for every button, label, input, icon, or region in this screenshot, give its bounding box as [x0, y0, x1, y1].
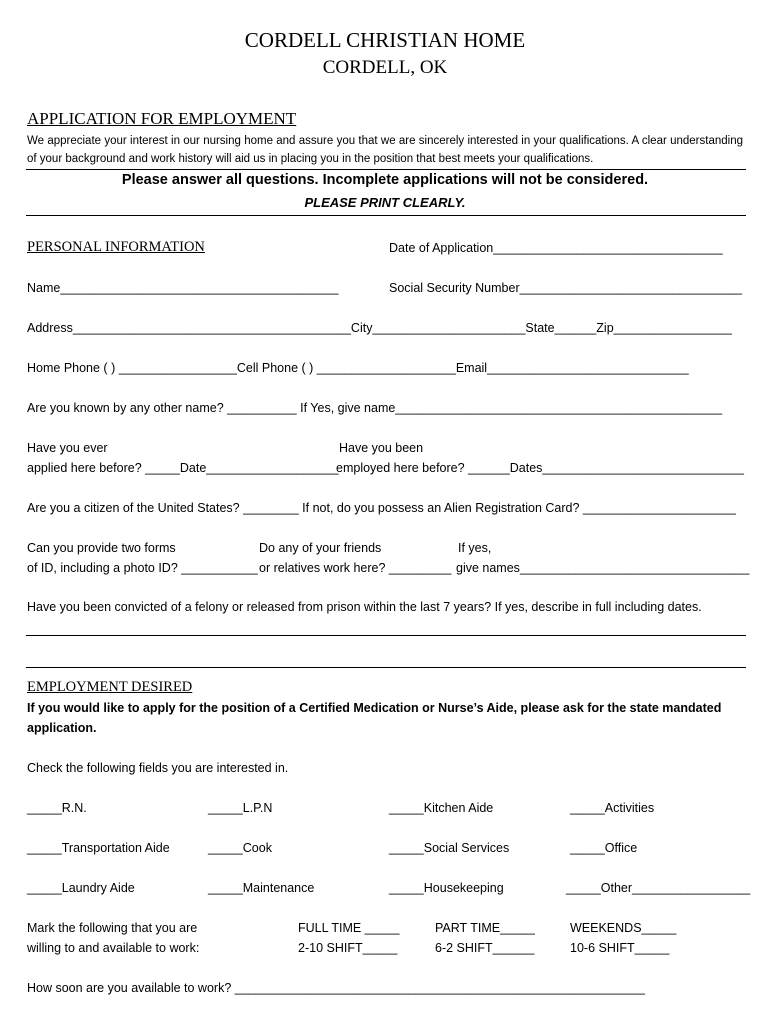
- name-field[interactable]: Name________________________________________: [27, 281, 339, 295]
- availability-option[interactable]: PART TIME_____: [435, 921, 535, 935]
- field-checkbox[interactable]: _____Transportation Aide: [27, 841, 170, 855]
- field-checkbox[interactable]: _____Housekeeping: [389, 881, 504, 895]
- citizen-field[interactable]: Are you a citizen of the United States? ________ If not, do you possess an Alien Registration Card? ______________________: [27, 501, 736, 515]
- field-checkbox[interactable]: _____Social Services: [389, 841, 510, 855]
- cma-note: application.: [27, 721, 97, 735]
- names-field[interactable]: give names_________________________________: [456, 561, 750, 575]
- employed-before-field[interactable]: employed here before? ______Dates_____________________________: [336, 461, 745, 475]
- id-field[interactable]: of ID, including a photo ID? ___________: [27, 561, 258, 575]
- divider: [26, 215, 746, 216]
- field-checkbox[interactable]: _____Activities: [570, 801, 655, 815]
- org-location: CORDELL, OK: [322, 57, 448, 78]
- field-checkbox[interactable]: _____Office: [570, 841, 638, 855]
- employed-before-label: Have you been: [339, 441, 424, 455]
- availability-option[interactable]: 2-10 SHIFT_____: [298, 941, 398, 955]
- friends-field[interactable]: or relatives work here? _________: [259, 561, 452, 575]
- field-checkbox[interactable]: _____Maintenance: [208, 881, 315, 895]
- other-name-field[interactable]: Are you known by any other name? __________ If Yes, give name_______________________________________________: [27, 401, 723, 415]
- id-label: Can you provide two forms: [27, 541, 176, 555]
- divider: [26, 169, 746, 170]
- friends-label: Do any of your friends: [259, 541, 382, 555]
- cma-note: If you would like to apply for the position of a Certified Medication or Nurse’s Aide, please ask for the state mandated: [27, 701, 722, 715]
- intro-paragraph: We appreciate your interest in our nursing home and assure you that we are sincerely interested in your qualifications. A clear understanding of your background and work history will aid us in placing you in the position that best meets your qualifications.: [27, 135, 743, 165]
- instruction-text: Please answer all questions. Incomplete applications will not be considered.: [121, 172, 649, 188]
- availability-option[interactable]: 6-2 SHIFT______: [435, 941, 535, 955]
- print-note: PLEASE PRINT CLEARLY.: [304, 195, 466, 210]
- org-title: CORDELL CHRISTIAN HOME: [244, 28, 526, 52]
- applied-before-field[interactable]: applied here before? _____Date___________________: [27, 461, 339, 475]
- check-prompt: Check the following fields you are interested in.: [27, 761, 289, 775]
- how-soon-field[interactable]: How soon are you available to work? ___________________________________________________________: [27, 981, 645, 995]
- ssn-field[interactable]: Social Security Number________________________________: [389, 281, 743, 295]
- availability-option[interactable]: WEEKENDS_____: [570, 921, 677, 935]
- field-checkbox[interactable]: _____Cook: [208, 841, 272, 855]
- field-checkbox[interactable]: _____Other_________________: [566, 881, 751, 895]
- applied-before-label: Have you ever: [27, 441, 108, 455]
- form-title: APPLICATION FOR EMPLOYMENT: [27, 109, 297, 128]
- date-of-application-field[interactable]: Date of Application_________________________________: [389, 241, 723, 255]
- field-checkbox[interactable]: _____L.P.N: [208, 801, 273, 815]
- if-yes-label: If yes,: [458, 541, 492, 555]
- availability-label: Mark the following that you are: [27, 921, 198, 935]
- availability-label: willing to and available to work:: [27, 941, 200, 955]
- address-field[interactable]: Address________________________________________City______________________State______Zip_________________: [27, 321, 732, 335]
- employment-desired-title: EMPLOYMENT DESIRED: [27, 679, 193, 695]
- phone-field[interactable]: Home Phone ( ) _________________Cell Phone ( ) ____________________Email_____________________________: [27, 361, 689, 375]
- felony-question: Have you been convicted of a felony or released from prison within the last 7 years? If yes, describe in full including dates.: [27, 600, 702, 614]
- field-checkbox[interactable]: _____R.N.: [27, 801, 87, 815]
- felony-answer-line[interactable]: [26, 635, 746, 636]
- field-checkbox[interactable]: _____Kitchen Aide: [389, 801, 494, 815]
- availability-option[interactable]: FULL TIME _____: [298, 921, 400, 935]
- personal-info-title: PERSONAL INFORMATION: [27, 239, 205, 255]
- availability-option[interactable]: 10-6 SHIFT_____: [570, 941, 670, 955]
- felony-answer-line[interactable]: [26, 667, 746, 668]
- field-checkbox[interactable]: _____Laundry Aide: [27, 881, 135, 895]
